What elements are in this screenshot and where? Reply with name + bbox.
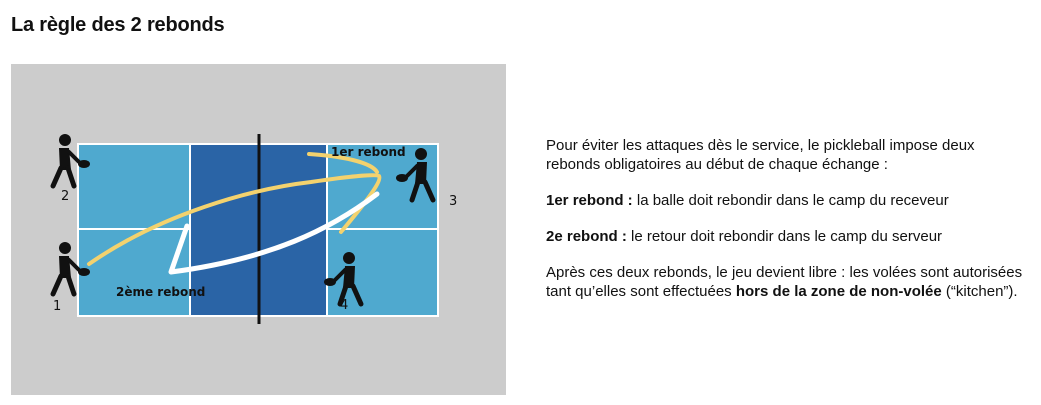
no-volley-zone: hors de la zone de non-volée [735, 283, 942, 300]
after-paragraph [546, 263, 1032, 301]
player-number-2: 2 [61, 189, 70, 204]
player-number-1: 1 [53, 299, 62, 314]
rule-first-bounce [546, 191, 1032, 210]
rule-second-bounce [546, 227, 1032, 246]
court-illustration [11, 64, 506, 395]
page-title: La règle des 2 rebonds [11, 14, 225, 36]
player-number-3: 3 [449, 194, 458, 209]
rule2-text: le retour doit rebondir dans le camp du serveur [626, 228, 943, 245]
rule2-label: 2e rebond : [546, 228, 627, 245]
second-bounce-label: 2ème rebond [116, 285, 206, 299]
explanation-text [546, 136, 1032, 318]
rule1-text: la balle doit rebondir dans le camp du receveur [632, 192, 949, 209]
after-end: (“kitchen”). [941, 283, 1018, 300]
player-number-4: 4 [340, 298, 349, 313]
first-bounce-label: 1er rebond [331, 145, 406, 159]
after-text: Après ces deux rebonds, le jeu devient libre : les volées sont autorisées tant qu’elles sont effectuées [546, 264, 1023, 300]
rule1-label: 1er rebond : [546, 192, 633, 209]
intro-paragraph: Pour éviter les attaques dès le service, le pickleball impose deux rebonds obligatoires au début de chaque échange : [546, 137, 975, 173]
